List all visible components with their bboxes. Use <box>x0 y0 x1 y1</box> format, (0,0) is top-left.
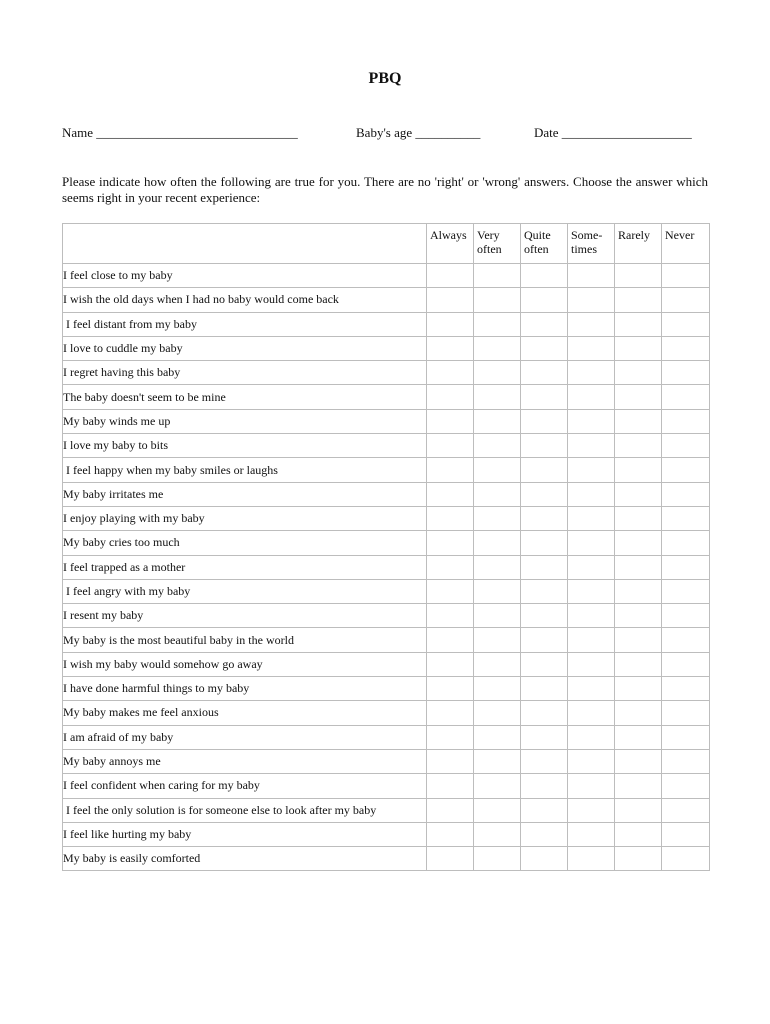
answer-cell-quite-often[interactable] <box>521 312 568 336</box>
question-text: I feel trapped as a mother <box>63 555 427 579</box>
answer-cell-sometimes[interactable] <box>568 264 615 288</box>
answer-cell-rarely[interactable] <box>615 749 662 773</box>
answer-cell-always[interactable] <box>427 822 474 846</box>
answer-cell-rarely[interactable] <box>615 458 662 482</box>
answer-cell-always[interactable] <box>427 312 474 336</box>
answer-cell-always[interactable] <box>427 434 474 458</box>
answer-cell-sometimes[interactable] <box>568 385 615 409</box>
answer-cell-rarely[interactable] <box>615 701 662 725</box>
answer-cell-rarely[interactable] <box>615 312 662 336</box>
answer-cell-quite-often[interactable] <box>521 677 568 701</box>
column-header-sometimes <box>568 224 615 264</box>
answer-cell-rarely[interactable] <box>615 822 662 846</box>
answer-cell-very-often[interactable] <box>474 798 521 822</box>
answer-cell-sometimes[interactable] <box>568 725 615 749</box>
answer-cell-quite-often[interactable] <box>521 822 568 846</box>
answer-cell-very-often[interactable] <box>474 506 521 530</box>
question-text: My baby winds me up <box>63 409 427 433</box>
answer-cell-always[interactable] <box>427 506 474 530</box>
question-text: My baby is the most beautiful baby in the world <box>63 628 427 652</box>
answer-cell-never[interactable] <box>662 312 710 336</box>
babys-age-field[interactable]: Baby's age __________ <box>356 125 481 140</box>
answer-cell-very-often[interactable] <box>474 555 521 579</box>
answer-cell-quite-often[interactable] <box>521 774 568 798</box>
answer-cell-never[interactable] <box>662 628 710 652</box>
answer-cell-always[interactable] <box>427 579 474 603</box>
answer-cell-never[interactable] <box>662 677 710 701</box>
question-row <box>63 288 710 312</box>
header-row <box>63 224 710 264</box>
answer-cell-always[interactable] <box>427 361 474 385</box>
answer-cell-very-often[interactable] <box>474 531 521 555</box>
question-row <box>63 628 710 652</box>
question-text: I feel like hurting my baby <box>63 822 427 846</box>
question-row <box>63 652 710 676</box>
answer-cell-very-often[interactable] <box>474 264 521 288</box>
answer-cell-never[interactable] <box>662 604 710 628</box>
answer-cell-always[interactable] <box>427 409 474 433</box>
question-row <box>63 701 710 725</box>
answer-cell-rarely[interactable] <box>615 531 662 555</box>
column-header-always <box>427 224 474 264</box>
question-rows <box>63 264 710 871</box>
answer-cell-never[interactable] <box>662 458 710 482</box>
answer-cell-quite-often[interactable] <box>521 628 568 652</box>
answer-cell-never[interactable] <box>662 531 710 555</box>
date-field[interactable]: Date ____________________ <box>534 125 692 140</box>
column-header-rarely <box>615 224 662 264</box>
name-field[interactable]: Name _______________________________ <box>62 125 298 140</box>
answer-cell-quite-often[interactable] <box>521 458 568 482</box>
answer-cell-sometimes[interactable] <box>568 652 615 676</box>
question-row <box>63 579 710 603</box>
answer-cell-rarely[interactable] <box>615 604 662 628</box>
question-row <box>63 749 710 773</box>
column-label: Some- <box>571 228 603 242</box>
answer-cell-very-often[interactable] <box>474 628 521 652</box>
answer-cell-never[interactable] <box>662 652 710 676</box>
answer-cell-quite-often[interactable] <box>521 749 568 773</box>
answer-cell-always[interactable] <box>427 458 474 482</box>
answer-cell-rarely[interactable] <box>615 336 662 360</box>
answer-cell-very-often[interactable] <box>474 361 521 385</box>
question-text: I feel the only solution is for someone else to look after my baby <box>63 798 427 822</box>
answer-cell-quite-often[interactable] <box>521 336 568 360</box>
answer-cell-never[interactable] <box>662 774 710 798</box>
answer-cell-very-often[interactable] <box>474 385 521 409</box>
answer-cell-rarely[interactable] <box>615 677 662 701</box>
answer-cell-sometimes[interactable] <box>568 531 615 555</box>
answer-cell-sometimes[interactable] <box>568 506 615 530</box>
answer-cell-always[interactable] <box>427 482 474 506</box>
answer-cell-quite-often[interactable] <box>521 482 568 506</box>
answer-cell-quite-often[interactable] <box>521 604 568 628</box>
answer-cell-very-often[interactable] <box>474 409 521 433</box>
answer-cell-always[interactable] <box>427 652 474 676</box>
answer-cell-sometimes[interactable] <box>568 749 615 773</box>
question-text: I feel confident when caring for my baby <box>63 774 427 798</box>
question-text: I wish my baby would somehow go away <box>63 652 427 676</box>
answer-cell-very-often[interactable] <box>474 604 521 628</box>
answer-cell-quite-often[interactable] <box>521 725 568 749</box>
answer-cell-sometimes[interactable] <box>568 409 615 433</box>
answer-cell-sometimes[interactable] <box>568 774 615 798</box>
question-text: I feel happy when my baby smiles or laughs <box>63 458 427 482</box>
answer-cell-sometimes[interactable] <box>568 604 615 628</box>
answer-cell-rarely[interactable] <box>615 264 662 288</box>
answer-cell-sometimes[interactable] <box>568 555 615 579</box>
answer-cell-never[interactable] <box>662 725 710 749</box>
answer-cell-rarely[interactable] <box>615 652 662 676</box>
question-row <box>63 604 710 628</box>
answer-cell-very-often[interactable] <box>474 652 521 676</box>
answer-cell-sometimes[interactable] <box>568 434 615 458</box>
answer-cell-never[interactable] <box>662 264 710 288</box>
question-text: My baby annoys me <box>63 749 427 773</box>
answer-cell-very-often[interactable] <box>474 312 521 336</box>
question-text: My baby cries too much <box>63 531 427 555</box>
answer-cell-always[interactable] <box>427 847 474 871</box>
question-row <box>63 725 710 749</box>
answer-cell-always[interactable] <box>427 749 474 773</box>
instructions-text: Please indicate how often the following are true for you. There are no 'right' or 'wrong' answers. Choose the answer which seems right in your recent experience: <box>62 174 708 205</box>
question-text: I am afraid of my baby <box>63 725 427 749</box>
question-row <box>63 774 710 798</box>
column-label: Very <box>477 228 500 242</box>
question-text: I enjoy playing with my baby <box>63 506 427 530</box>
answer-cell-sometimes[interactable] <box>568 701 615 725</box>
column-header-very-often <box>474 224 521 264</box>
question-row <box>63 458 710 482</box>
answer-cell-never[interactable] <box>662 798 710 822</box>
answer-cell-sometimes[interactable] <box>568 628 615 652</box>
answer-cell-never[interactable] <box>662 555 710 579</box>
answer-cell-rarely[interactable] <box>615 555 662 579</box>
question-row <box>63 385 710 409</box>
question-row <box>63 264 710 288</box>
answer-cell-quite-often[interactable] <box>521 652 568 676</box>
answer-cell-always[interactable] <box>427 725 474 749</box>
answer-cell-sometimes[interactable] <box>568 847 615 871</box>
question-text: I love my baby to bits <box>63 434 427 458</box>
column-header-never <box>662 224 710 264</box>
question-text: The baby doesn't seem to be mine <box>63 385 427 409</box>
answer-cell-quite-often[interactable] <box>521 701 568 725</box>
question-text: I regret having this baby <box>63 361 427 385</box>
answer-cell-quite-often[interactable] <box>521 798 568 822</box>
question-row <box>63 847 710 871</box>
column-label: Never <box>665 228 695 242</box>
answer-cell-very-often[interactable] <box>474 749 521 773</box>
answer-cell-never[interactable] <box>662 336 710 360</box>
answer-cell-sometimes[interactable] <box>568 312 615 336</box>
answer-cell-rarely[interactable] <box>615 506 662 530</box>
answer-cell-very-often[interactable] <box>474 822 521 846</box>
question-row <box>63 555 710 579</box>
question-text: My baby is easily comforted <box>63 847 427 871</box>
answer-cell-rarely[interactable] <box>615 774 662 798</box>
answer-cell-always[interactable] <box>427 798 474 822</box>
question-row <box>63 677 710 701</box>
answer-cell-quite-often[interactable] <box>521 506 568 530</box>
answer-cell-never[interactable] <box>662 288 710 312</box>
answer-cell-very-often[interactable] <box>474 579 521 603</box>
answer-cell-sometimes[interactable] <box>568 822 615 846</box>
question-row <box>63 822 710 846</box>
question-row <box>63 336 710 360</box>
question-row <box>63 531 710 555</box>
answer-cell-always[interactable] <box>427 677 474 701</box>
question-text: My baby makes me feel anxious <box>63 701 427 725</box>
answer-cell-quite-often[interactable] <box>521 264 568 288</box>
answer-cell-never[interactable] <box>662 506 710 530</box>
question-row <box>63 482 710 506</box>
question-row <box>63 506 710 530</box>
answer-cell-never[interactable] <box>662 409 710 433</box>
answer-cell-rarely[interactable] <box>615 482 662 506</box>
answer-cell-never[interactable] <box>662 434 710 458</box>
answer-cell-very-often[interactable] <box>474 725 521 749</box>
question-row <box>63 434 710 458</box>
answer-cell-rarely[interactable] <box>615 288 662 312</box>
answer-cell-always[interactable] <box>427 531 474 555</box>
answer-cell-always[interactable] <box>427 604 474 628</box>
column-label-2: times <box>571 242 597 256</box>
answer-cell-rarely[interactable] <box>615 628 662 652</box>
answer-cell-rarely[interactable] <box>615 579 662 603</box>
answer-cell-very-often[interactable] <box>474 288 521 312</box>
question-text: I feel distant from my baby <box>63 312 427 336</box>
answer-cell-always[interactable] <box>427 701 474 725</box>
answer-cell-rarely[interactable] <box>615 847 662 871</box>
answer-cell-always[interactable] <box>427 264 474 288</box>
question-row <box>63 312 710 336</box>
question-text: I love to cuddle my baby <box>63 336 427 360</box>
answer-cell-never[interactable] <box>662 579 710 603</box>
page-title: PBQ <box>368 70 402 87</box>
answer-cell-very-often[interactable] <box>474 677 521 701</box>
answer-cell-never[interactable] <box>662 822 710 846</box>
answer-cell-quite-often[interactable] <box>521 361 568 385</box>
question-text: I wish the old days when I had no baby would come back <box>63 288 427 312</box>
answer-cell-quite-often[interactable] <box>521 579 568 603</box>
column-label: Rarely <box>618 228 650 242</box>
header-fields <box>62 125 708 145</box>
question-text: I have done harmful things to my baby <box>63 677 427 701</box>
answer-cell-quite-often[interactable] <box>521 288 568 312</box>
answer-cell-very-often[interactable] <box>474 847 521 871</box>
answer-cell-quite-often[interactable] <box>521 531 568 555</box>
column-header-quite-often <box>521 224 568 264</box>
answer-cell-rarely[interactable] <box>615 434 662 458</box>
answer-cell-rarely[interactable] <box>615 409 662 433</box>
question-text: I feel angry with my baby <box>63 579 427 603</box>
answer-cell-always[interactable] <box>427 385 474 409</box>
column-label-2: often <box>477 242 502 256</box>
question-text: I resent my baby <box>63 604 427 628</box>
answer-cell-quite-often[interactable] <box>521 847 568 871</box>
question-row <box>63 361 710 385</box>
answer-cell-rarely[interactable] <box>615 725 662 749</box>
answer-cell-rarely[interactable] <box>615 798 662 822</box>
answer-cell-quite-often[interactable] <box>521 555 568 579</box>
column-label: Always <box>430 228 467 242</box>
answer-cell-never[interactable] <box>662 482 710 506</box>
question-row <box>63 409 710 433</box>
answer-cell-never[interactable] <box>662 361 710 385</box>
answer-cell-sometimes[interactable] <box>568 288 615 312</box>
question-text: I feel close to my baby <box>63 264 427 288</box>
answer-cell-never[interactable] <box>662 385 710 409</box>
answer-cell-sometimes[interactable] <box>568 677 615 701</box>
answer-cell-sometimes[interactable] <box>568 482 615 506</box>
answer-cell-quite-often[interactable] <box>521 385 568 409</box>
column-label: Quite <box>524 228 551 242</box>
answer-cell-very-often[interactable] <box>474 482 521 506</box>
answer-cell-very-often[interactable] <box>474 458 521 482</box>
answer-cell-sometimes[interactable] <box>568 361 615 385</box>
question-column-header <box>63 224 427 264</box>
answer-cell-rarely[interactable] <box>615 361 662 385</box>
answer-cell-sometimes[interactable] <box>568 458 615 482</box>
pbq-table <box>62 223 710 871</box>
answer-cell-always[interactable] <box>427 336 474 360</box>
question-text: My baby irritates me <box>63 482 427 506</box>
answer-cell-rarely[interactable] <box>615 385 662 409</box>
answer-cell-never[interactable] <box>662 749 710 773</box>
answer-cell-very-often[interactable] <box>474 434 521 458</box>
answer-cell-always[interactable] <box>427 774 474 798</box>
answer-cell-sometimes[interactable] <box>568 336 615 360</box>
answer-cell-sometimes[interactable] <box>568 798 615 822</box>
answer-cell-quite-often[interactable] <box>521 434 568 458</box>
answer-cell-very-often[interactable] <box>474 701 521 725</box>
column-label-2: often <box>524 242 549 256</box>
answer-cell-sometimes[interactable] <box>568 579 615 603</box>
answer-cell-never[interactable] <box>662 847 710 871</box>
answer-cell-quite-often[interactable] <box>521 409 568 433</box>
answer-cell-never[interactable] <box>662 701 710 725</box>
answer-cell-always[interactable] <box>427 555 474 579</box>
answer-cell-very-often[interactable] <box>474 336 521 360</box>
question-row <box>63 798 710 822</box>
answer-cell-always[interactable] <box>427 288 474 312</box>
answer-cell-very-often[interactable] <box>474 774 521 798</box>
answer-cell-always[interactable] <box>427 628 474 652</box>
